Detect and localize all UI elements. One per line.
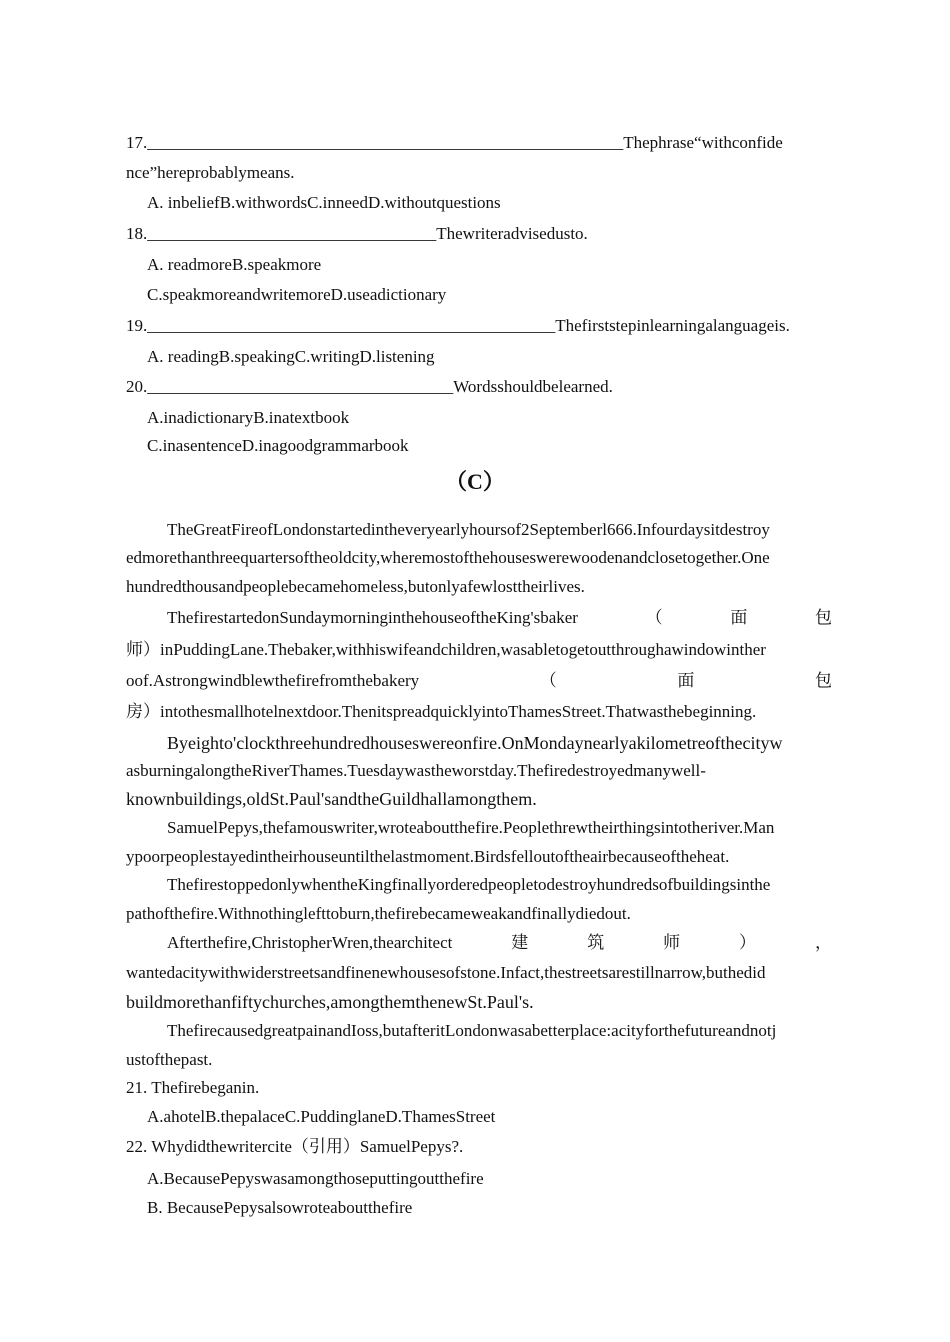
- q22-option-a: A.BecausePepyswasamongthoseputtingoutthefire: [147, 1169, 484, 1188]
- p2-line4: 房）intothesmallhotelnextdoor.ThenitspreadquicklyintoThamesStreet.Thatwasthebeginning.: [126, 702, 757, 721]
- q18-stem: 18.__________________________________Thewriteradvisedusto.: [126, 224, 588, 243]
- p1-line1: TheGreatFireofLondonstartedintheveryearlyhoursof2Septemberl666.Infourdaysitdestroy: [167, 520, 770, 539]
- q19-stem: 19.________________________________________________Thefirststepinlearningalanguageis.: [126, 316, 790, 335]
- p6-line1-char2: 筑: [587, 933, 605, 952]
- p6-line1-char1: 建: [511, 933, 529, 952]
- p7-line2: ustofthepast.: [126, 1050, 213, 1069]
- q21-options: A.ahotelB.thepalaceC.PuddinglaneD.ThamesStreet: [147, 1107, 496, 1126]
- p2-line3-char1: 面: [677, 671, 695, 690]
- q17-stem-continued: nce”hereprobablymeans.: [126, 163, 295, 182]
- p2-line1-text: ThefirestartedonSundaymorninginthehouseoftheKing'sbaker: [167, 608, 578, 627]
- p7-line1: ThefirecausedgreatpainandIoss,butafteritLondonwasabetterplace:acityforthefutureandnotj: [167, 1021, 777, 1040]
- q17-options: A. inbeliefB.withwordsC.inneedD.withoutquestions: [147, 193, 501, 212]
- p1-line3: hundredthousandpeoplebecamehomeless,butonlyafewlosttheirlives.: [126, 577, 585, 596]
- p2-line3: [126, 670, 832, 692]
- p2-line1: [167, 607, 832, 629]
- p3-line2: asburningalongtheRiverThames.Tuesdaywastheworstday.Thefiredestroyedmanywell-: [126, 761, 706, 780]
- p1-line2: edmorethanthreequartersoftheoldcity,wheremostofthehouseswerewoodenandclosetogether.One: [126, 548, 770, 567]
- q22-option-b: B. BecausePepysalsowroteaboutthefire: [147, 1198, 413, 1217]
- p2-line1-char1: 面: [730, 608, 748, 627]
- q18-options-line1: A. readmoreB.speakmore: [147, 255, 322, 274]
- p2-line3-paren: （: [539, 671, 557, 690]
- q19-options: A. readingB.speakingC.writingD.listening: [147, 347, 435, 366]
- q20-options-line2: C.inasentenceD.inagoodgrammarbook: [147, 436, 409, 455]
- q20-stem: 20.____________________________________Wordsshouldbelearned.: [126, 377, 613, 396]
- p2-line3-text: oof.Astrongwindblewthefirefromthebakery: [126, 671, 420, 690]
- section-heading: （C）: [445, 469, 505, 494]
- p2-line1-char2: 包: [814, 608, 832, 627]
- p4-line1: SamuelPepys,thefamouswriter,wroteaboutthefire.Peoplethrewtheirthingsintotheriver.Man: [167, 818, 775, 837]
- p6-line1-comma: ，: [814, 933, 832, 952]
- q20-options-line1: A.inadictionaryB.inatextbook: [147, 408, 350, 427]
- p5-line1: ThefirestoppedonlywhentheKingfinallyorderedpeopletodestroyhundredsofbuildingsinthe: [167, 875, 771, 894]
- q17-stem: 17.________________________________________________________Thephrase“withconfide: [126, 133, 783, 152]
- q18-options-line2: C.speakmoreandwritemoreD.useadictionary: [147, 285, 447, 304]
- p2-line3-char2: 包: [815, 671, 832, 690]
- p5-line2: pathofthefire.Withnothinglefttoburn,thefirebecameweakandfinallydiedout.: [126, 904, 631, 923]
- q22-stem: 22. Whydidthewritercite（引用）SamuelPepys?.: [126, 1137, 464, 1156]
- p6-line3: buildmorethanfiftychurches,amongthemthenewSt.Paul's.: [126, 992, 534, 1012]
- p6-line1-char3: 师: [663, 933, 681, 952]
- p2-line1-paren: （: [645, 608, 663, 627]
- p6-line1-paren: ）: [739, 933, 757, 952]
- q21-stem: 21. Thefirebeganin.: [126, 1078, 260, 1097]
- p2-line2: 师）inPuddingLane.Thebaker,withhiswifeandchildren,wasabletogetoutthroughawindowinther: [126, 640, 766, 659]
- p6-line1-text: Afterthefire,ChristopherWren,thearchitect: [167, 933, 453, 952]
- p6-line2: wantedacitywithwiderstreetsandfinenewhousesofstone.Infact,thestreetsarestillnarrow,buthedid: [126, 963, 766, 982]
- p4-line2: ypoorpeoplestayedintheirhouseuntilthelastmoment.Birdsfelloutoftheairbecauseoftheheat.: [126, 847, 730, 866]
- p3-line3: knownbuildings,oldSt.Paul'sandtheGuildhallamongthem.: [126, 789, 537, 809]
- p6-line1: [167, 932, 832, 954]
- p3-line1: Byeighto'clockthreehundredhouseswereonfire.OnMondaynearlyakilometreofthecityw: [167, 733, 783, 753]
